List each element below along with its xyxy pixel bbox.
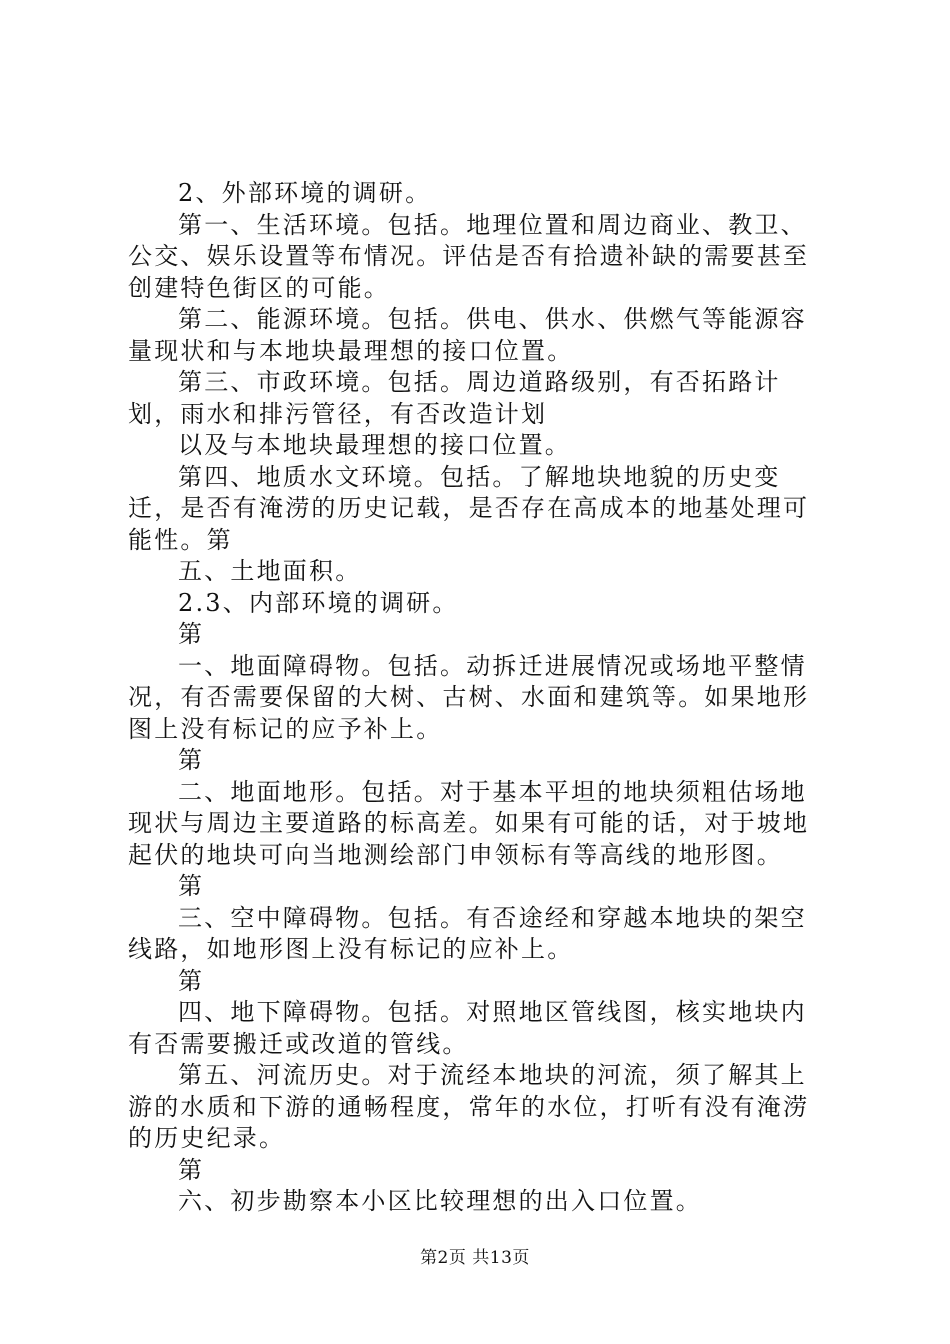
paragraph: 二、地面地形。包括。对于基本平坦的地块须粗估场地现状与周边主要道路的标高差。如果有可能的话，对于坡地起伏的地块可向当地测绘部门申领标有等高线的地形图。: [128, 777, 810, 869]
paragraph: 第: [178, 872, 205, 900]
paragraph: 一、地面障碍物。包括。动拆迁进展情况或场地平整情况，有否需要保留的大树、古树、水面和建筑等。如果地形图上没有标记的应予补上。: [128, 651, 810, 743]
page-number-footer: 第2页 共13页: [420, 1248, 530, 1268]
paragraph: 以及与本地块最理想的接口位置。: [178, 431, 571, 459]
paragraph: 第: [178, 620, 205, 648]
paragraph: 四、地下障碍物。包括。对照地区管线图，核实地块内有否需要搬迁或改道的管线。: [128, 998, 807, 1058]
paragraph: 第: [178, 1155, 205, 1184]
document-body: [128, 178, 828, 1218]
paragraph: 五、土地面积。: [178, 557, 362, 585]
paragraph: 第五、河流历史。对于流经本地块的河流，须了解其上游的水质和下游的通畅程度，常年的水位，打听有没有淹涝的历史纪录。: [128, 1061, 810, 1152]
paragraph: 2.3、内部环境的调研。: [178, 588, 459, 617]
paragraph: 第二、能源环境。包括。供电、供水、供燃气等能源容量现状和与本地块最理想的接口位置。: [128, 305, 807, 365]
paragraph: 2、外部环境的调研。: [178, 179, 432, 207]
paragraph: 第: [178, 966, 205, 995]
paragraph: 第一、生活环境。包括。地理位置和周边商业、教卫、公交、娱乐设置等布情况。评估是否有拾遗补缺的需要甚至创建特色街区的可能。: [128, 210, 810, 302]
paragraph: 第三、市政环境。包括。周边道路级别，有否拓路计划，雨水和排污管径，有否改造计划: [128, 368, 781, 428]
paragraph: 第四、地质水文环境。包括。了解地块地貌的历史变迁，是否有淹涝的历史记载，是否存在高成本的地基处理可能性。第: [128, 462, 810, 554]
paragraph: 六、初步勘察本小区比较理想的出入口位置。: [178, 1187, 702, 1215]
paragraph: 第: [178, 746, 205, 774]
paragraph: 三、空中障碍物。包括。有否途经和穿越本地块的架空线路，如地形图上没有标记的应补上。: [128, 903, 807, 963]
